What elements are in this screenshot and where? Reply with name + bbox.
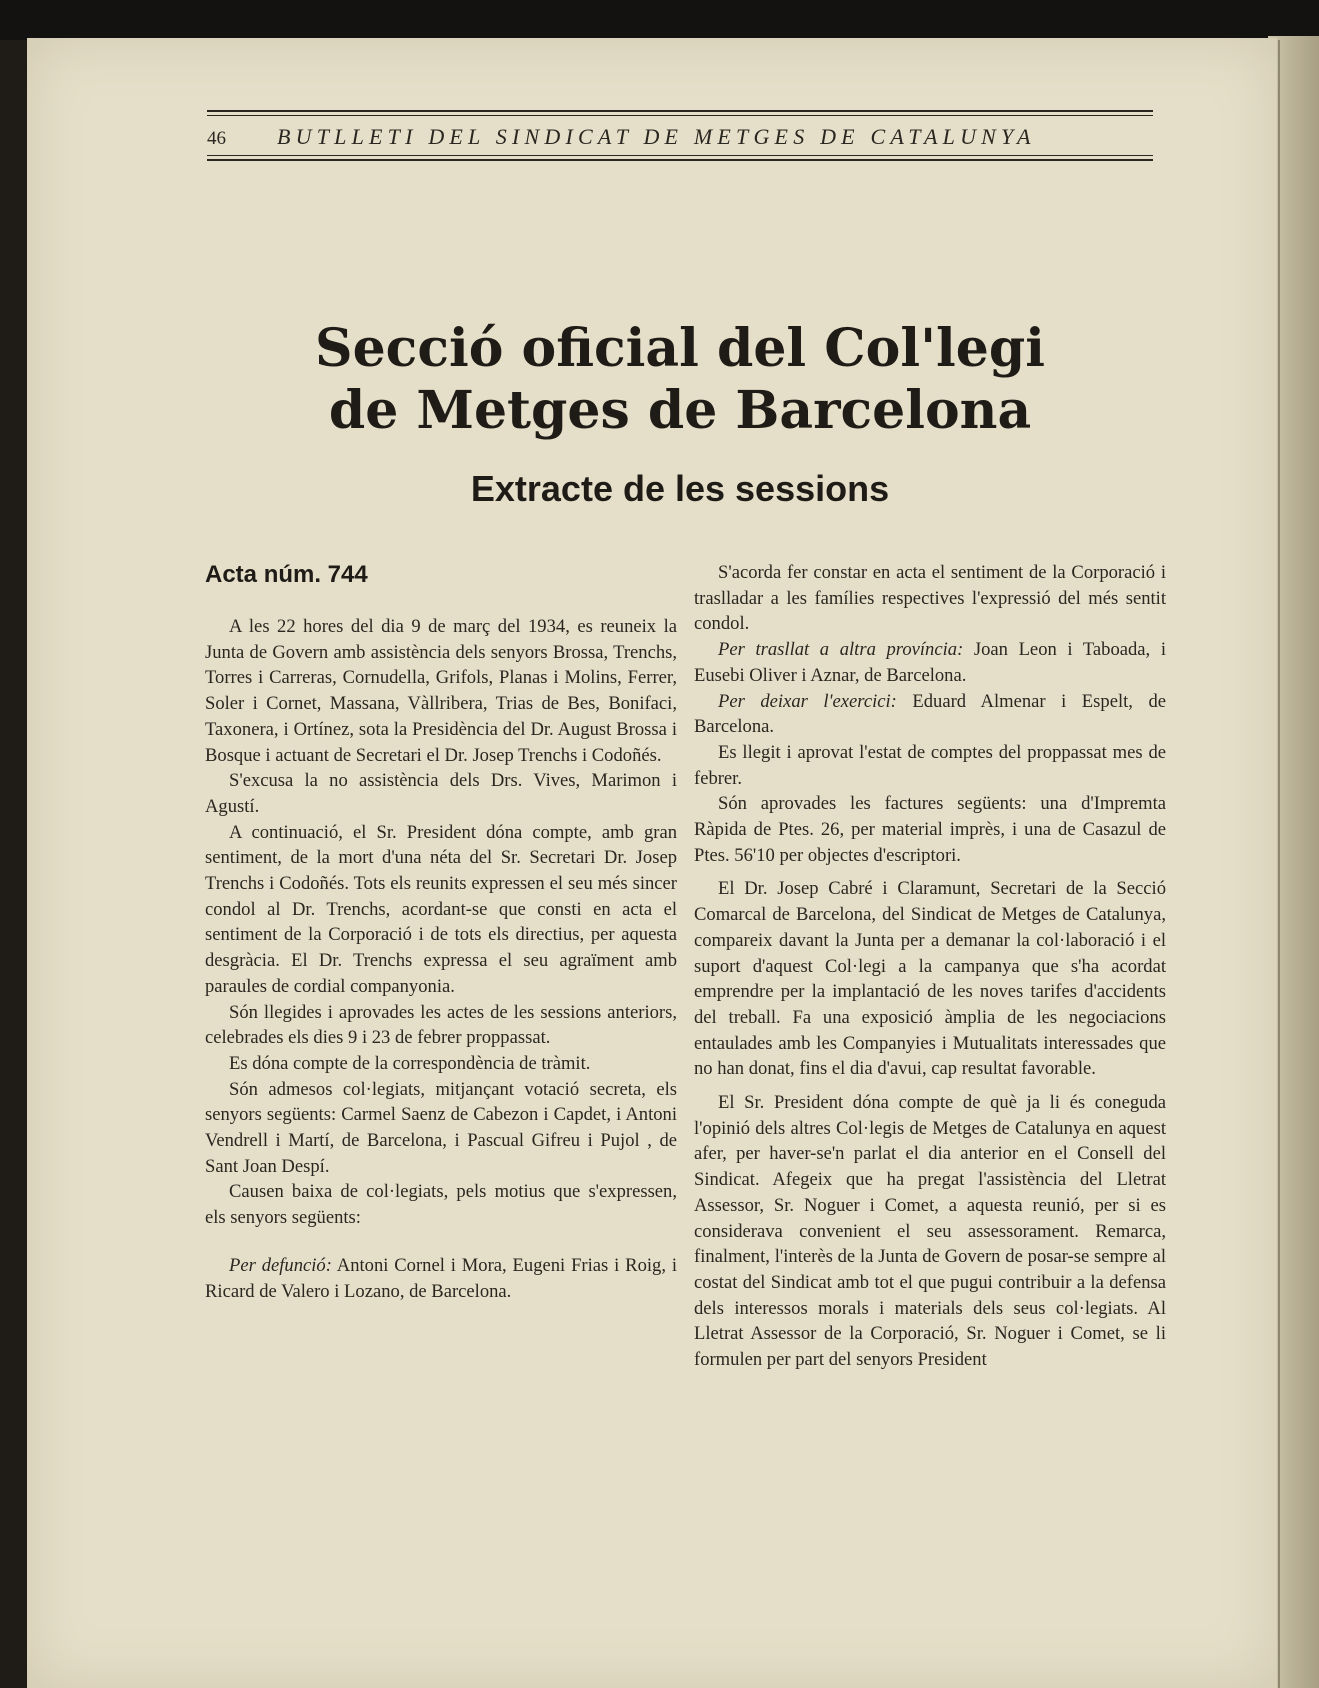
paragraph-exercici (694, 689, 1166, 740)
header-rule (207, 115, 1153, 116)
section-title-line-2: de Metges de Barcelona (328, 380, 1032, 441)
defuncio-text: Antoni Cornel i Mora, Eugeni Frias i Roig, i Ricard de Valero i Lozano, de Barcelona. (205, 1254, 678, 1302)
page-edge-line (1278, 40, 1280, 1688)
paragraph: S'acorda fer constar en acta el sentiment de la Corporació i traslladar a les famílies respectives l'expressió del més sentit condol. (694, 562, 1166, 635)
trasllat-label: Per trasllat a altra província: (718, 639, 964, 661)
journal-title: BUTLLETI DEL SINDICAT DE METGES DE CATALUNYA (277, 124, 1036, 149)
paragraph: Són aprovades les factures següents: una d'Impremta Ràpida de Ptes. 26, per material imprès, i una de Casazul de Ptes. 56'10 per objectes d'escriptori. (694, 793, 1166, 866)
paragraph: S'excusa la no assistència dels Drs. Vives, Marimon i Agustí. (205, 770, 677, 817)
paragraph: El Sr. President dóna compte de què ja li és coneguda l'opinió dels altres Col·legis de Metges de Catalunya en aquest afer, per haver-se'n parlat el dia anterior en el Consell del Sindicat. Afegeix que ha pregat l'assistència del Lletrat Assessor, Sr. Noguer i Comet, a aquesta reunió, per si es considerava convenient el seu assessorament. Remarca, finalment, l'interès de la Junta de Govern de posar-se sempre al costat del Sindicat amb tot el que pugui contribuir a la defensa dels interessos morals i materials dels seus col·legiats. Al Lletrat Assessor de la Corporació, Sr. Noguer i Comet, se li formulen per part del senyors President (694, 1092, 1166, 1371)
paragraph: Es llegit i aprovat l'estat de comptes del proppassat mes de febrer. (694, 741, 1166, 789)
page-number: 46 (207, 128, 226, 149)
section-subtitle: Extracte de les sessions (470, 468, 890, 509)
header-rule (207, 155, 1153, 156)
defuncio-label: Per defunció: (229, 1254, 332, 1276)
paragraph-defuncio (205, 1253, 677, 1304)
section-title (207, 318, 1153, 442)
paragraph: Es dóna compte de la correspondència de tràmit. (229, 1052, 591, 1074)
paragraph: El Dr. Josep Cabré i Claramunt, Secretari de la Secció Comarcal de Barcelona, del Sindicat de Metges de Catalunya, compareix davant la Junta per a demanar la col·laboració i el suport d'aquest Col·legi a la campanya que s'ha acordat emprendre per la implantació de les noves tarifes d'accidents del treball. Fa una exposició àmplia de les negociacions entaulades amb les Companyies i Mutualitats interessades que no han donat, fins el dia d'avui, cap resultat favorable. (694, 878, 1166, 1080)
trasllat-text: Joan Leon i Taboada, i Eusebi Oliver i Aznar, de Barcelona. (694, 639, 1166, 686)
paragraph: A continuació, el Sr. President dóna compte, amb gran sentiment, de la mort d'una néta del Sr. Secretari Dr. Josep Trenchs i Codoñés. Tots els reunits expressen el seu més sincer condol al Dr. Trenchs, acordant-se que consti en acta el sentiment de la Corporació i de tots els directius, per aquesta desgràcia. El Dr. Trenchs expressa el seu agraïment amb paraules de cordial companyonia. (205, 821, 677, 997)
running-header (207, 110, 1153, 166)
scan-background-top (0, 0, 1319, 40)
paragraph: Són admesos col·legiats, mitjançant votació secreta, els senyors següents: Carmel Saenz de Cabezon i Capdet, i Antoni Vendrell i Martí, de Barcelona, i Pascual Gifreu i Pujol , de Sant Joan Despí. (205, 1078, 677, 1177)
acta-heading: Acta núm. 744 (205, 561, 368, 588)
left-column (205, 560, 677, 1304)
header-rule (207, 159, 1153, 161)
paragraph: Són llegides i aprovades les actes de les sessions anteriors, celebrades els dies 9 i 23 de febrer proppassat. (205, 1001, 677, 1049)
header-rule (207, 110, 1153, 112)
paragraph: A les 22 hores del dia 9 de març del 1934, es reuneix la Junta de Govern amb assistència dels senyors Brossa, Trenchs, Torres i Carreras, Cornudella, Grifols, Planas i Molins, Ferrer, Soler i Cornet, Massana, Vàllribera, Trias de Bes, Bonifaci, Taxonera, i Ortínez, sota la Presidència del Dr. August Brossa i Bosque i actuant de Secretari el Dr. Josep Trenchs i Codoñés. (205, 616, 677, 766)
paragraph: Causen baixa de col·legiats, pels motius que s'expressen, els senyors següents: (205, 1181, 677, 1229)
right-column (694, 560, 1166, 1373)
section-title-line-1: Secció oficial del Col'legi (315, 318, 1045, 379)
exercici-label: Per deixar l'exercici: (718, 690, 897, 712)
exercici-text: Eduard Almenar i Espelt, de Barcelona. (694, 690, 1166, 738)
paragraph-trasllat (694, 637, 1166, 688)
